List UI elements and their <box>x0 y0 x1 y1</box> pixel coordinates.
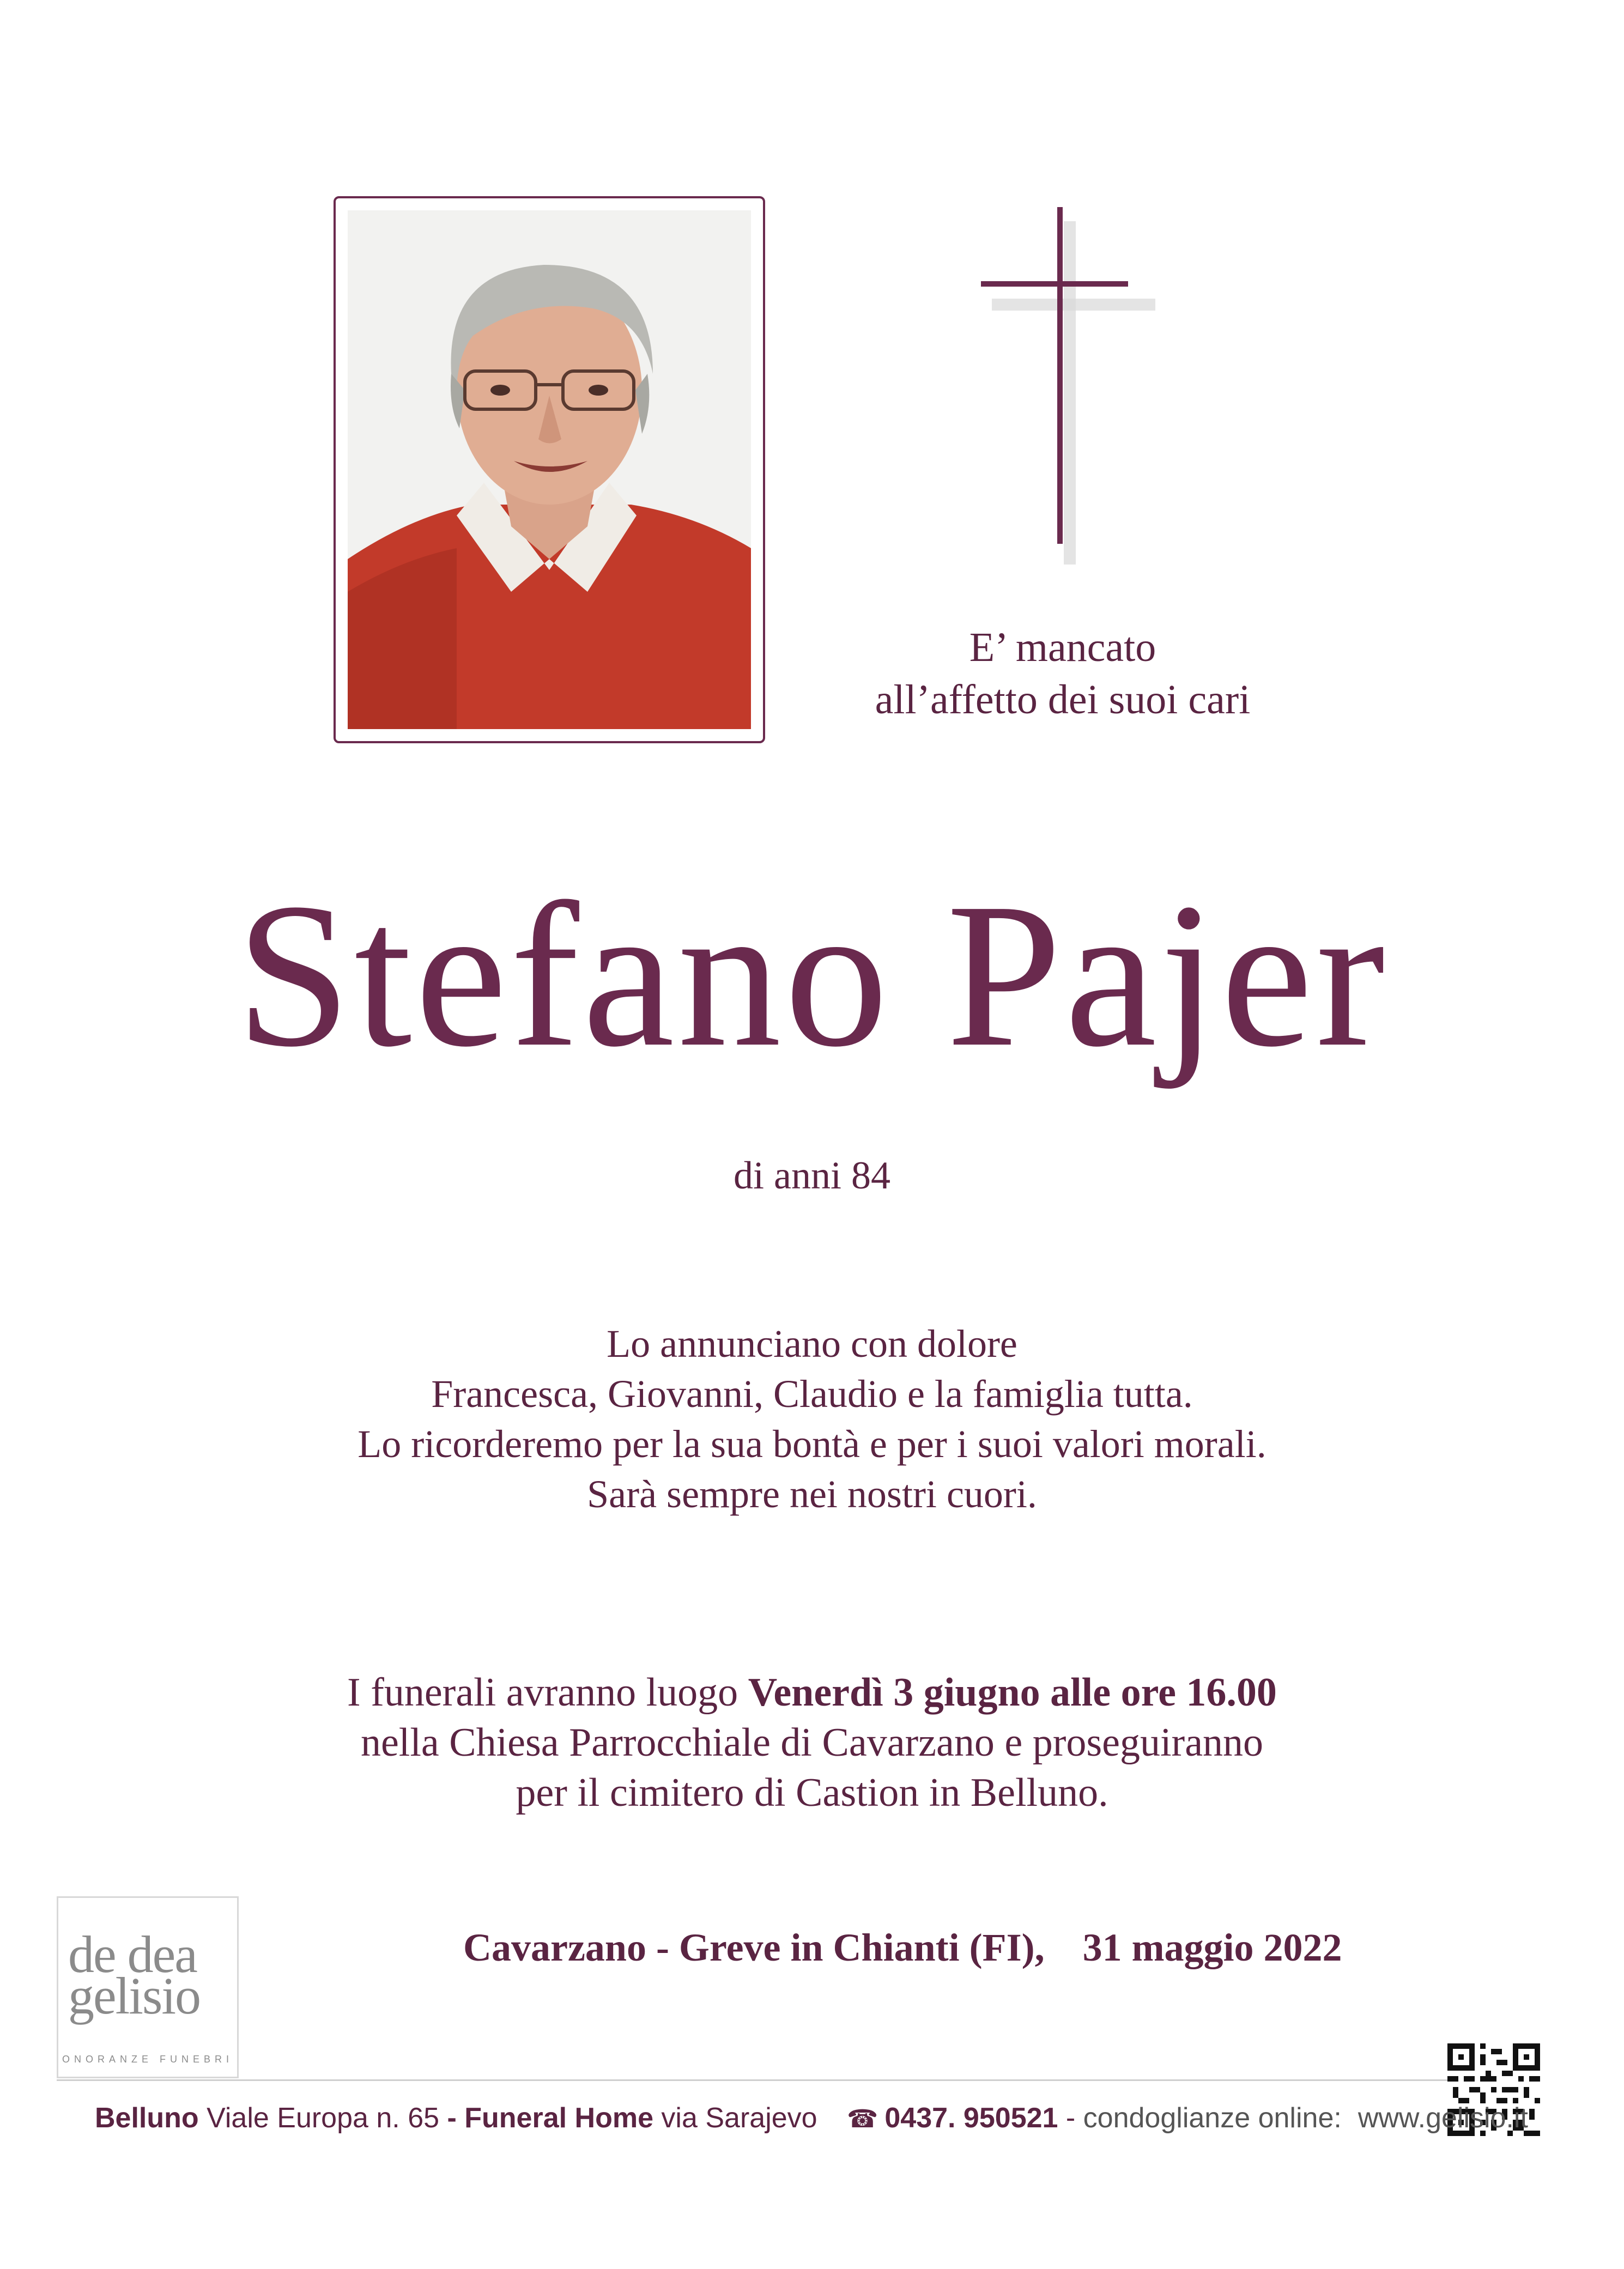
intro-line-1: E’ mancato <box>969 624 1156 670</box>
announcement-line: Sarà sempre nei nostri cuori. <box>587 1472 1037 1516</box>
logo-line-1: de dea <box>68 1925 197 1983</box>
place-and-date <box>463 1922 1499 1973</box>
portrait-photo-frame <box>334 196 765 743</box>
funeral-prefix: I funerali avranno luogo <box>347 1670 748 1715</box>
deceased-age: di anni 84 <box>734 1154 890 1197</box>
intro-line-2: all’affetto dei suoi cari <box>875 677 1251 723</box>
funeral-info <box>0 1667 1624 1818</box>
footer-website[interactable]: www.gelisio.it <box>1358 2102 1528 2134</box>
footer-separator: - <box>1058 2102 1083 2134</box>
intro-text <box>817 621 1308 726</box>
footer-condolences: condoglianze online: <box>1083 2102 1342 2134</box>
announcement-line: Lo ricorderemo per la sua bontà e per i suoi valori morali. <box>357 1422 1267 1466</box>
footer-city: Belluno <box>95 2102 199 2134</box>
funeral-line-1 <box>0 1667 1624 1718</box>
logo-subtitle: ONORANZE FUNEBRI <box>62 2054 233 2065</box>
footer-home-label: Funeral Home <box>464 2102 653 2134</box>
announcement-text <box>0 1319 1624 1519</box>
funeral-line-3: per il cimitero di Castion in Belluno. <box>516 1770 1108 1815</box>
footer-contact <box>95 2099 1528 2138</box>
announcement-line: Lo annunciano con dolore <box>607 1322 1017 1366</box>
portrait-photo <box>348 210 751 729</box>
place: Cavarzano - Greve in Chianti (FI), <box>463 1926 1045 1969</box>
funeral-datetime: Venerdì 3 giugno alle ore 16.00 <box>748 1670 1277 1715</box>
footer-phone: 0437. 950521 <box>884 2102 1058 2134</box>
footer-separator: - <box>447 2102 465 2134</box>
logo-line-2: gelisio <box>68 1967 200 2025</box>
latin-cross-icon <box>981 207 1166 567</box>
footer-address: Viale Europa n. 65 <box>198 2102 447 2134</box>
date: 31 maggio 2022 <box>1082 1926 1342 1969</box>
funeral-home-logo <box>57 1896 239 2078</box>
announcement-line: Francesca, Giovanni, Claudio e la famiglia tutta. <box>431 1372 1193 1416</box>
deceased-name: Stefano Pajer <box>235 860 1389 1090</box>
footer-divider <box>57 2079 1452 2081</box>
footer-home-address: via Sarajevo <box>653 2102 817 2134</box>
phone-icon: ☎ <box>847 2104 878 2133</box>
funeral-line-2: nella Chiesa Parrocchiale di Cavarzano e proseguiranno <box>360 1720 1264 1765</box>
